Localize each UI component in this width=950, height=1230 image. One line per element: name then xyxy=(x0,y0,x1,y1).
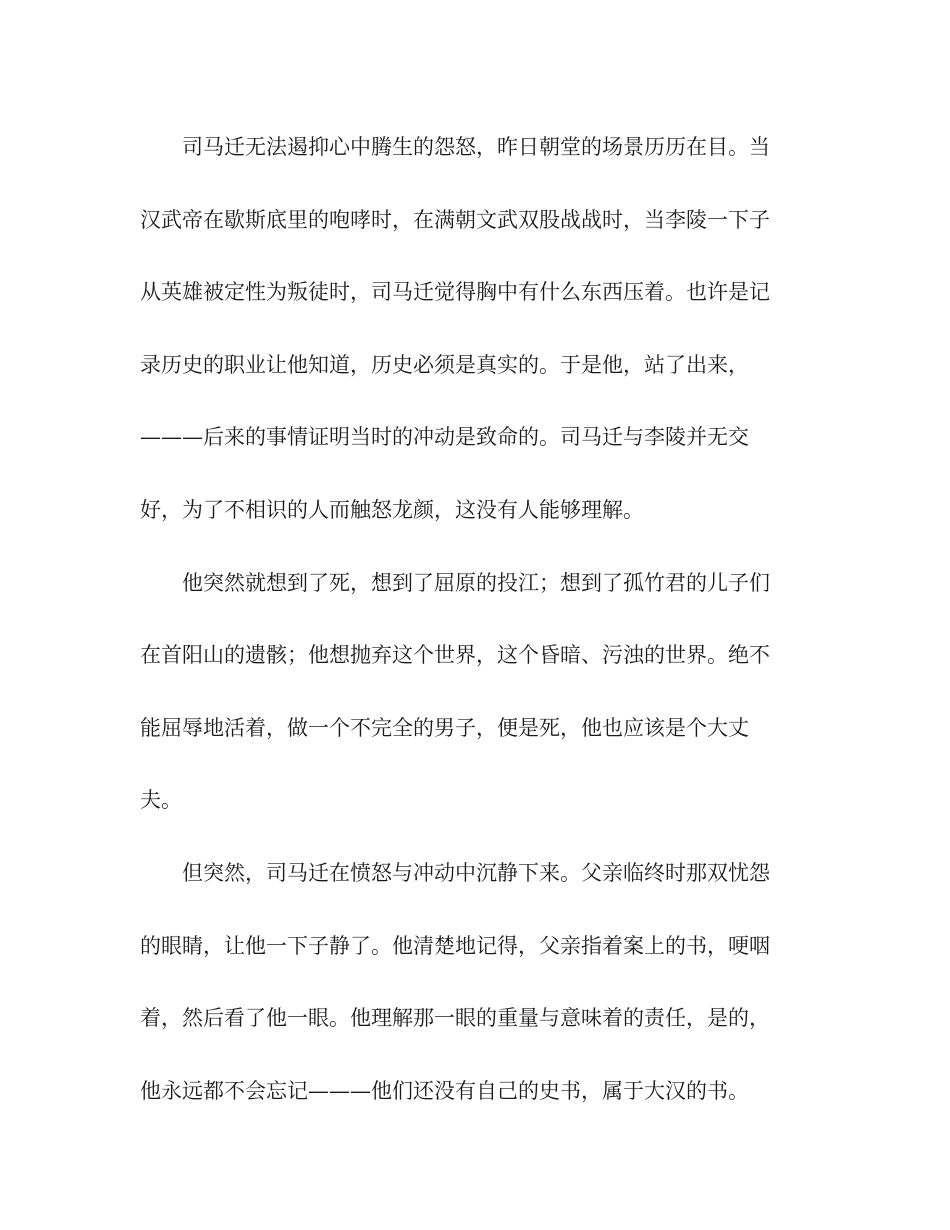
text-line: 在首阳山的遗骸；他想抛弃这个世界，这个昏暗、污浊的世界。绝不 xyxy=(140,643,770,668)
paragraph-2 xyxy=(140,547,820,837)
text-line: 从英雄被定性为叛徒时，司马迁觉得胸中有什么东西压着。也许是记 xyxy=(140,280,770,305)
paragraph-3 xyxy=(140,837,820,1127)
text-line: 司马迁无法遏抑心中腾生的怨怒，昨日朝堂的场景历历在目。当 xyxy=(182,135,770,159)
text-line: 着，然后看了他一眼。他理解那一眼的重量与意味着的责任，是的， xyxy=(140,1006,770,1031)
text-line: ———后来的事情证明当时的冲动是致命的。司马迁与李陵并无交 xyxy=(140,425,749,450)
body-text xyxy=(140,111,820,1127)
text-line: 汉武帝在歇斯底里的咆哮时，在满朝文武双股战战时，当李陵一下子 xyxy=(140,207,770,232)
text-line: 好，为了不相识的人而触怒龙颜，这没有人能够理解。 xyxy=(140,497,644,522)
paragraph-1 xyxy=(140,111,820,547)
text-line: 夫。 xyxy=(140,788,182,813)
text-line: 录历史的职业让他知道，历史必须是真实的。于是他，站了出来， xyxy=(140,352,749,377)
text-line: 的眼睛，让他一下子静了。他清楚地记得，父亲指着案上的书，哽咽 xyxy=(140,933,770,958)
text-line: 能屈辱地活着，做一个不完全的男子，便是死，他也应该是个大丈 xyxy=(140,715,749,740)
text-line: 但突然，司马迁在愤怒与冲动中沉静下来。父亲临终时那双忧怨 xyxy=(182,860,770,885)
text-line: 他永远都不会忘记———他们还没有自己的史书，属于大汉的书。 xyxy=(140,1078,749,1103)
text-line: 他突然就想到了死，想到了屈原的投江；想到了孤竹君的儿子们 xyxy=(182,570,770,595)
